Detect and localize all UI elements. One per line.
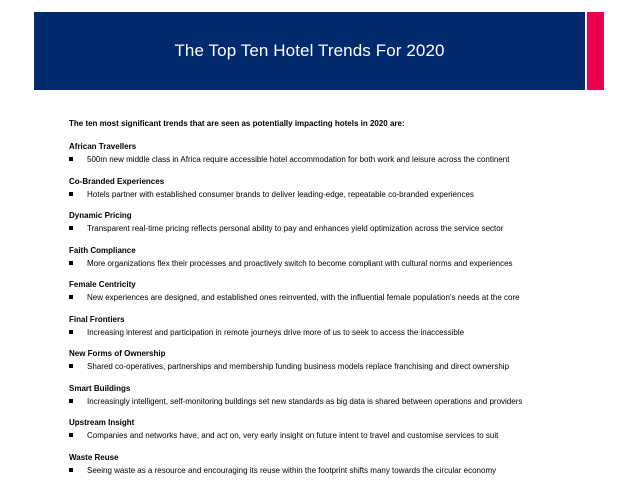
- trend-description: Transparent real-time pricing reflects personal ability to pay and enhances yield optimization across the service sector: [87, 224, 503, 233]
- trend-title: Waste Reuse: [69, 453, 119, 462]
- trend-description: 500m new middle class in Africa require accessible hotel accommodation for both work and leisure across the continent: [87, 155, 509, 164]
- trend-item: [69, 315, 589, 350]
- bullet-icon: [69, 226, 73, 230]
- trend-description: Shared co-operatives, partnerships and membership funding business models replace franchising and direct ownership: [87, 362, 509, 371]
- bullet-icon: [69, 261, 73, 265]
- trend-title: Dynamic Pricing: [69, 211, 132, 220]
- bullet-icon: [69, 330, 73, 334]
- trend-description: Companies and networks have, and act on, very early insight on future intent to travel and customise services to suit: [87, 431, 498, 440]
- trend-description: Increasing interest and participation in remote journeys drive more of us to seek to access the inaccessible: [87, 328, 464, 337]
- trend-description: Seeing waste as a resource and encouraging its reuse within the footprint shifts many towards the circular economy: [87, 466, 496, 475]
- trend-description: New experiences are designed, and established ones reinvented, with the influential female population’s needs at the core: [87, 293, 520, 302]
- trend-item: [69, 349, 589, 384]
- bullet-icon: [69, 468, 73, 472]
- accent-stripe: [587, 12, 604, 90]
- trend-title: Upstream Insight: [69, 418, 134, 427]
- trend-item: [69, 142, 589, 177]
- trend-item: [69, 418, 589, 453]
- trend-item: [69, 453, 589, 487]
- trend-title: Smart Buildings: [69, 384, 130, 393]
- trend-description: Hotels partner with established consumer brands to deliver leading-edge, repeatable co-branded experiences: [87, 190, 474, 199]
- trend-item: [69, 177, 589, 212]
- trend-title: Female Centricity: [69, 280, 136, 289]
- trend-title: Final Frontiers: [69, 315, 125, 324]
- trend-description: More organizations flex their processes and proactively switch to become compliant with cultural norms and experiences: [87, 259, 513, 268]
- trend-description: Increasingly intelligent, self-monitoring buildings set new standards as big data is shared between operations and providers: [87, 397, 522, 406]
- bullet-icon: [69, 192, 73, 196]
- bullet-icon: [69, 364, 73, 368]
- trend-item: [69, 211, 589, 246]
- title-banner: [34, 12, 604, 90]
- trend-list: [69, 142, 589, 487]
- trend-title: Co-Branded Experiences: [69, 177, 164, 186]
- bullet-icon: [69, 433, 73, 437]
- trend-item: [69, 280, 589, 315]
- trend-title: African Travellers: [69, 142, 136, 151]
- trend-title: New Forms of Ownership: [69, 349, 165, 358]
- intro-text: The ten most significant trends that are seen as potentially impacting hotels in 2020 are:: [69, 119, 405, 128]
- trend-item: [69, 246, 589, 281]
- page-title: The Top Ten Hotel Trends For 2020: [34, 12, 585, 90]
- bullet-icon: [69, 157, 73, 161]
- trend-item: [69, 384, 589, 419]
- bullet-icon: [69, 295, 73, 299]
- bullet-icon: [69, 399, 73, 403]
- trend-title: Faith Compliance: [69, 246, 136, 255]
